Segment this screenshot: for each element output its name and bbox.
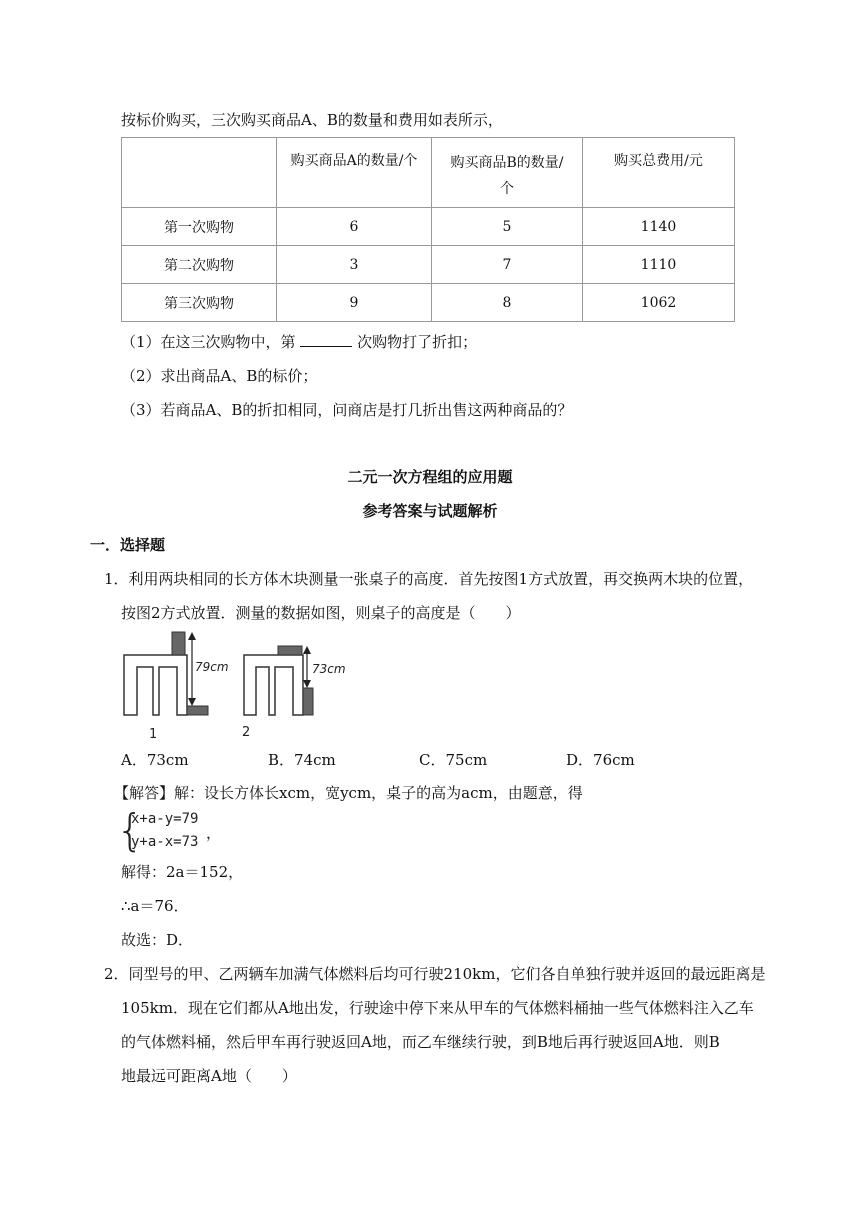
equation-1: x+a-y=79	[131, 811, 199, 827]
table-shape-1	[124, 655, 187, 715]
table-cell: 8	[432, 284, 583, 322]
table-header-cell: 购买总费用/元	[583, 138, 735, 208]
label-79cm: 79cm	[195, 660, 229, 674]
problem1-line1: 1．利用两块相同的长方体木块测量一张桌子的高度．首先按图1方式放置，再交换两木块的位置，	[104, 570, 754, 588]
solution-step: 解得：2a＝152，	[121, 863, 244, 881]
block-vertical-2	[303, 688, 313, 715]
table-cell: 第一次购物	[122, 208, 277, 246]
table-header-cell	[432, 138, 583, 208]
table-cell: 1062	[583, 284, 735, 322]
header-b-line2: 个	[500, 181, 514, 197]
q1-prefix: （1）在这三次购物中，第	[121, 333, 296, 351]
table-row	[122, 246, 735, 284]
table-cell: 5	[432, 208, 583, 246]
table-cell: 3	[277, 246, 432, 284]
block-vertical-1	[172, 632, 185, 655]
table-header-row	[122, 138, 735, 208]
problem2-line4: 地最远可距离A地（ ）	[121, 1067, 297, 1085]
intro-text: 按标价购买，三次购买商品A、B的数量和费用如表所示，	[121, 111, 503, 129]
equation-comma: ，	[206, 824, 222, 842]
table-shape-2	[244, 655, 303, 715]
part-heading: 一．选择题	[90, 536, 166, 554]
table-cell: 第三次购物	[122, 284, 277, 322]
table-row	[122, 284, 735, 322]
purchase-table	[121, 137, 735, 322]
table-header-cell	[122, 138, 277, 208]
option-b: B．74cm	[268, 751, 336, 769]
solution-intro: 【解答】解：设长方体长xcm，宽ycm，桌子的高为acm，由题意，得	[114, 784, 583, 802]
option-a: A．73cm	[121, 751, 189, 769]
equation-2: y+a-x=73	[131, 834, 199, 850]
block-horizontal-1	[187, 706, 208, 715]
header-b-line1: 购买商品B的数量/	[450, 155, 564, 171]
table-row	[122, 208, 735, 246]
table-cell: 第二次购物	[122, 246, 277, 284]
equation-brace: {	[116, 805, 144, 856]
figure-caption-2: 2	[242, 725, 251, 740]
option-c: C．75cm	[419, 751, 488, 769]
table-cell: 9	[277, 284, 432, 322]
problem2-line3: 的气体燃料桶，然后甲车再行驶返回A地，而乙车继续行驶，到B地后再行驶返回A地．则B	[121, 1033, 720, 1051]
table-measurement-figure	[115, 628, 355, 743]
table-cell: 7	[432, 246, 583, 284]
solution-therefore: ∴a＝76．	[121, 897, 189, 915]
figure-caption-1: 1	[149, 727, 158, 742]
table-cell: 1140	[583, 208, 735, 246]
question-3: （3）若商品A、B的折扣相同，问商店是打几折出售这两种商品的？	[121, 401, 573, 419]
problem1-line2: 按图2方式放置．测量的数据如图，则桌子的高度是（ ）	[121, 604, 521, 622]
option-d: D．76cm	[566, 751, 635, 769]
question-1	[121, 332, 477, 352]
table-header-cell: 购买商品A的数量/个	[277, 138, 432, 208]
table-cell: 6	[277, 208, 432, 246]
table-cell: 1110	[583, 246, 735, 284]
section-subtitle: 参考答案与试题解析	[362, 502, 498, 520]
block-horizontal-2	[278, 646, 302, 655]
section-title: 二元一次方程组的应用题	[347, 468, 513, 486]
question-2: （2）求出商品A、B的标价；	[121, 367, 318, 385]
problem2-line2: 105km．现在它们都从A地出发，行驶途中停下来从甲车的气体燃料桶抽一些气体燃料注入乙车	[121, 999, 754, 1017]
q1-blank	[300, 332, 352, 347]
q1-suffix: 次购物打了折扣；	[357, 333, 478, 351]
solution-choice: 故选：D．	[121, 931, 194, 949]
problem2-line1: 2．同型号的甲、乙两辆车加满气体燃料后均可行驶210km，它们各自单独行驶并返回的最远距离是	[104, 965, 766, 983]
label-73cm: 73cm	[312, 662, 346, 676]
